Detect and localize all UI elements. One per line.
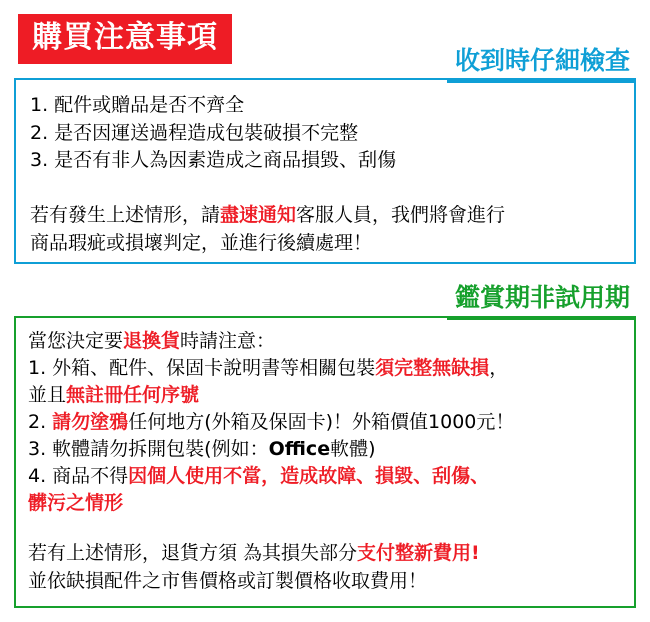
section1-box xyxy=(14,78,636,264)
item-text: 任何地方(外箱及保固卡)！外箱價值1000元！ xyxy=(128,410,515,433)
item-highlight: 須完整無缺損 xyxy=(375,356,490,379)
item4-line1 xyxy=(28,465,489,487)
item1-line2 xyxy=(28,382,622,409)
lead-highlight: 退換貨 xyxy=(123,330,181,352)
item-highlight: 無註冊任何序號 xyxy=(66,383,200,406)
list-item: 3. 是否有非人為因素造成之商品損毀、刮傷 xyxy=(30,149,397,172)
section2-note-line1 xyxy=(28,539,622,568)
item-highlight: 因個人使用不當，造成故障、損毀、刮傷、 xyxy=(128,464,490,487)
item-emphasis: Office xyxy=(268,437,331,460)
item1-line1 xyxy=(28,357,508,379)
list-item: 2. 是否因運送過程造成包裝破損不完整 xyxy=(30,121,359,144)
item-text: 1. 外箱、配件、保固卡說明書等相關包裝 xyxy=(28,356,376,379)
lead-text: 時請注意： xyxy=(180,330,276,352)
section2-list xyxy=(28,355,622,517)
item-text: 3. 軟體請勿拆開包裝(例如： xyxy=(28,437,269,460)
item-text: ， xyxy=(489,356,509,379)
section1-header: 收到時仔細檢查 xyxy=(447,44,636,83)
note-text: 客服人員，我們將會進行 xyxy=(296,203,506,226)
item-highlight: 請勿塗鴉 xyxy=(52,410,129,433)
item-text: 4. 商品不得 xyxy=(28,464,129,487)
page-title: 購買注意事項 xyxy=(18,14,232,64)
note-highlight: 支付整新費用! xyxy=(357,541,480,564)
section1-note-line1 xyxy=(30,201,620,230)
item-highlight: 髒污之情形 xyxy=(28,491,124,514)
note-text: 若有發生上述情形，請 xyxy=(30,203,221,226)
section2-note xyxy=(28,539,622,596)
list-item xyxy=(28,355,622,409)
note-text: 若有上述情形，退貨方須 為其損失部分 xyxy=(28,541,358,564)
list-item xyxy=(28,409,622,436)
item4-line2 xyxy=(28,490,622,517)
item-text: 軟體) xyxy=(330,437,376,460)
section1-note-line2: 商品瑕疵或損壞判定，並進行後續處理！ xyxy=(30,232,373,255)
section2-header: 鑑賞期非試用期 xyxy=(447,281,636,320)
list-item xyxy=(28,436,622,463)
note-highlight: 盡速通知 xyxy=(220,203,297,226)
list-item xyxy=(28,463,622,517)
section2-note-line2: 並依缺損配件之市售價格或訂製價格收取費用！ xyxy=(28,570,428,593)
section2-box xyxy=(14,316,636,608)
item-text: 並且 xyxy=(28,383,67,406)
section2-lead xyxy=(28,328,622,355)
section1-note xyxy=(30,201,620,258)
section1-list xyxy=(30,92,620,175)
item-text: 2. xyxy=(28,410,53,433)
lead-text: 當您決定要 xyxy=(28,330,124,352)
list-item: 1. 配件或贈品是否不齊全 xyxy=(30,94,245,116)
